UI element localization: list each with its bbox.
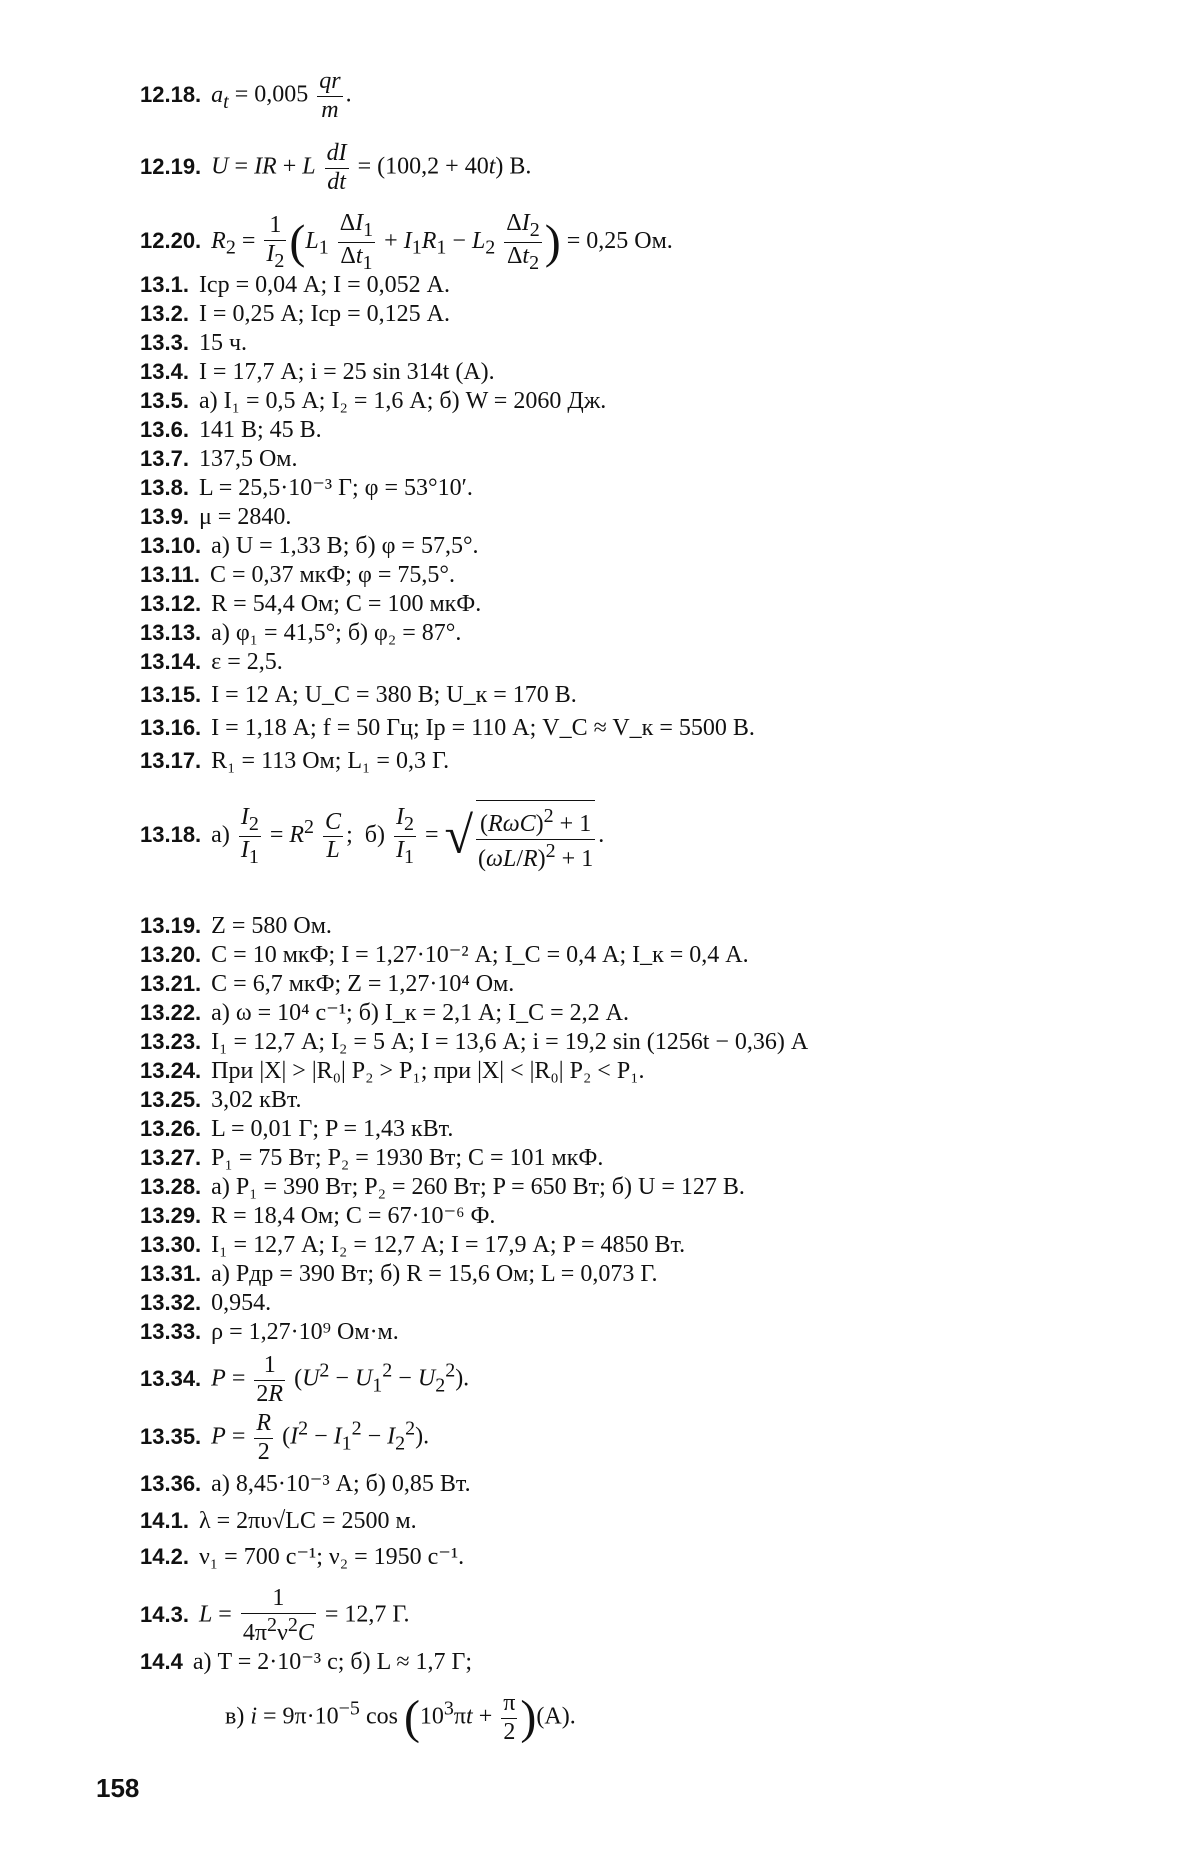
answer-14-3: 14.3. L = $\frac{1}{4\pi^2\nu^2C}$ = 12,7 Г. (140, 1585, 410, 1646)
answer-13-10: 13.10. а) U = 1,33 В; б) φ = 57,5°. (140, 533, 479, 559)
answer-14-4: 14.4 а) T = 2·10⁻³ с; б) L ≈ 1,7 Г; (140, 1649, 473, 1675)
answer-13-31: 13.31. а) Pдр = 390 Вт; б) R = 15,6 Ом; L = 0,073 Г. (140, 1261, 658, 1287)
answer-13-36: 13.36. а) 8,45·10⁻³ А; б) 0,85 Вт. (140, 1471, 471, 1497)
answer-13-20: 13.20. C = 10 мкФ; I = 1,27·10⁻² А; I_C = 0,4 А; I_к = 0,4 А. (140, 942, 749, 968)
answer-13-26: 13.26. L = 0,01 Г; P = 1,43 кВт. (140, 1116, 454, 1142)
answer-13-5: 13.5. а) I₁ = 0,5 А; I₂ = 1,6 А; б) W = 2060 Дж. (140, 388, 607, 414)
answer-13-9: 13.9. μ = 2840. (140, 504, 292, 530)
answer-13-16: 13.16. I = 1,18 А; f = 50 Гц; Iр = 110 А; V_C ≈ V_к = 5500 В. (140, 715, 755, 741)
answer-13-29: 13.29. R = 18,4 Ом; C = 67·10⁻⁶ Ф. (140, 1203, 496, 1229)
answer-13-18: 13.18. а) $\frac{I_2}{I_1}$ = $R^2$ $\frac{C}{L}$ ; б) $\frac{I_2}{I_1}$ = √ $(R\omega C)^2 + 1$ $(\omega L/R)^2 + 1$ . (140, 800, 604, 873)
answer-13-7: 13.7. 137,5 Ом. (140, 446, 298, 472)
answer-13-19: 13.19. Z = 580 Ом. (140, 913, 332, 939)
answer-14-2: 14.2. ν₁ = 700 с⁻¹; ν₂ = 1950 с⁻¹. (140, 1544, 465, 1570)
answer-13-1: 13.1. Iср = 0,04 А; I = 0,052 А. (140, 272, 450, 298)
answer-13-21: 13.21. C = 6,7 мкФ; Z = 1,27·10⁴ Ом. (140, 971, 515, 997)
answer-13-2: 13.2. I = 0,25 А; Iср = 0,125 А. (140, 301, 450, 327)
answer-13-22: 13.22. а) ω = 10⁴ с⁻¹; б) I_к = 2,1 А; I_C = 2,2 А. (140, 1000, 629, 1026)
answer-13-17: 13.17. R₁ = 113 Ом; L₁ = 0,3 Г. (140, 748, 450, 774)
answer-13-25: 13.25. 3,02 кВт. (140, 1087, 302, 1113)
answer-13-28: 13.28. а) P₁ = 390 Вт; P₂ = 260 Вт; P = 650 Вт; б) U = 127 В. (140, 1174, 745, 1200)
answer-13-24: 13.24. При |X| > |R₀| P₂ > P₁; при |X| < |R₀| P₂ < P₁. (140, 1058, 645, 1084)
answer-13-35: 13.35. P = $\frac{R}{2}$ $(I^2 - I_1^2 - I_2^2)$. (140, 1410, 430, 1465)
answer-13-4: 13.4. I = 17,7 А; i = 25 sin 314t (А). (140, 359, 495, 385)
answer-13-14: 13.14. ε = 2,5. (140, 649, 283, 675)
answer-12-20: 12.20. $R_2$ = $\frac{1}{I_2}$ ($L_1$ $\frac{\Delta I_1}{\Delta t_1}$ + $I_1R_1 - L_2$ $\frac{\Delta I_2}{\Delta t_2}$ ) = 0,25 Ом. (140, 210, 673, 274)
answer-13-8: 13.8. L = 25,5·10⁻³ Г; φ = 53°10′. (140, 475, 473, 501)
answer-13-12: 13.12. R = 54,4 Ом; C = 100 мкФ. (140, 591, 482, 617)
answer-13-30: 13.30. I₁ = 12,7 А; I₂ = 12,7 А; I = 17,9 А; P = 4850 Вт. (140, 1232, 686, 1258)
answer-14-1: 14.1. λ = 2πυ√LC = 2500 м. (140, 1508, 417, 1534)
answer-13-33: 13.33. ρ = 1,27·10⁹ Ом·м. (140, 1319, 399, 1345)
answer-13-6: 13.6. 141 В; 45 В. (140, 417, 322, 443)
answer-13-11: 13.11. C = 0,37 мкФ; φ = 75,5°. (140, 562, 455, 588)
page-number: 158 (96, 1773, 140, 1803)
answer-13-3: 13.3. 15 ч. (140, 330, 248, 356)
answer-13-15: 13.15. I = 12 А; U_C = 380 В; U_к = 170 В. (140, 682, 577, 708)
answer-12-18: 12.18. $a_t = 0,005$ $\frac{qr}{m}$ . (140, 68, 352, 123)
answer-13-27: 13.27. P₁ = 75 Вт; P₂ = 1930 Вт; C = 101 мкФ. (140, 1145, 604, 1171)
answer-12-19: 12.19. U = IR + L $\frac{dI}{dt}$ = (100,2 + 40t) В. (140, 140, 532, 195)
answer-13-32: 13.32. 0,954. (140, 1290, 272, 1316)
answer-13-34: 13.34. P = $\frac{1}{2R}$ $(U^2 - U_1^2 - U_2^2)$. (140, 1352, 470, 1407)
answer-13-23: 13.23. I₁ = 12,7 А; I₂ = 5 А; I = 13,6 А; i = 19,2 sin (1256t − 0,36) А (140, 1029, 809, 1055)
answer-13-13: 13.13. а) φ₁ = 41,5°; б) φ₂ = 87°. (140, 620, 462, 646)
answer-14-4-continuation: в) $i = 9\pi\cdot 10^{-5}$ $\cos (10^3\pi t$ + $\frac{\pi}{2}$ )(А). (225, 1690, 576, 1745)
